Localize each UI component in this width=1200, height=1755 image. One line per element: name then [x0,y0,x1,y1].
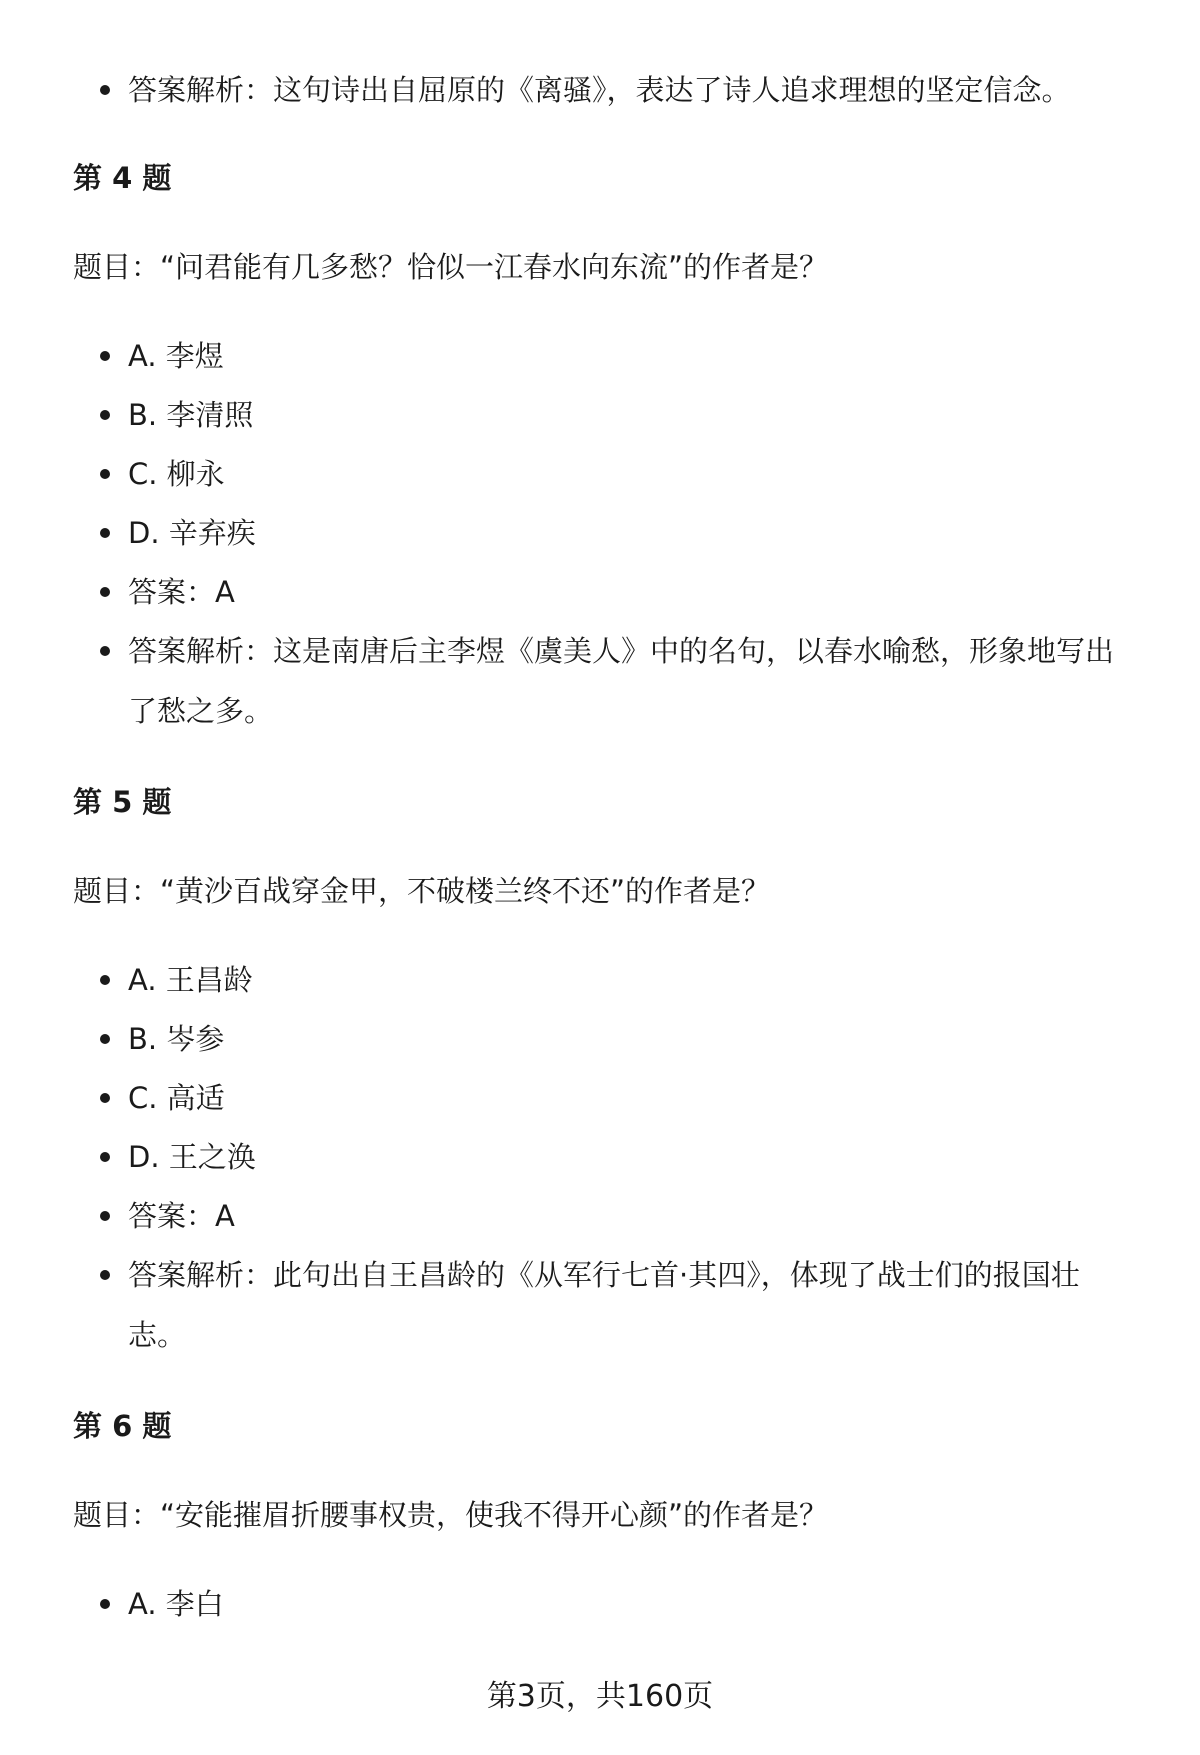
bullet-icon [100,351,110,361]
bullet-icon [100,1211,110,1221]
bullet-icon [100,528,110,538]
explanation-line: 志。 [128,1318,187,1352]
option-text: A. 王昌龄 [128,963,253,997]
page-footer: 第3页，共160页 [486,1679,714,1714]
list-item [128,562,1148,622]
list-item [128,1127,1148,1187]
list-item [128,60,1148,120]
option-text: D. 辛弃疾 [128,516,256,550]
list-item [128,1068,1148,1128]
explanation-line: 答案解析：这是南唐后主李煜《虞美人》中的名句，以春水喻愁，形象地写出 [128,634,1115,668]
list-item [128,444,1148,504]
option-text: A. 李煜 [128,339,224,373]
bullet-icon [100,587,110,597]
option-text: A. 李白 [128,1587,224,1621]
list-item [128,1245,1148,1365]
list-item [128,621,1148,741]
option-text: D. 王之涣 [128,1140,256,1174]
bullet-icon [100,469,110,479]
explanation-line: 答案解析：此句出自王昌龄的《从军行七首·其四》，体现了战士们的报国壮 [128,1258,1080,1292]
option-text: C. 柳永 [128,457,225,491]
list-item [128,1574,1148,1634]
question-text: 题目：“问君能有几多愁？恰似一江春水向东流”的作者是？ [73,250,829,284]
list-item [128,503,1148,563]
question-text: 题目：“黄沙百战穿金甲，不破楼兰终不还”的作者是？ [73,874,771,908]
question-heading: 第 5 题 [73,785,172,819]
option-text: B. 李清照 [128,398,254,432]
bullet-icon [100,975,110,985]
bullet-icon [100,1093,110,1103]
explanation-text: 答案解析：这句诗出自屈原的《离骚》，表达了诗人追求理想的坚定信念。 [128,73,1071,107]
option-text: B. 岑参 [128,1022,225,1056]
bullet-icon [100,410,110,420]
option-text: C. 高适 [128,1081,225,1115]
question-heading: 第 4 题 [73,161,172,195]
bullet-icon [100,646,110,656]
bullet-icon [100,1034,110,1044]
explanation-line: 了愁之多。 [128,694,274,728]
list-item [128,1186,1148,1246]
answer-text: 答案：A [128,575,235,609]
bullet-icon [100,85,110,95]
list-item [128,385,1148,445]
list-item [128,950,1148,1010]
bullet-icon [100,1599,110,1609]
list-item [128,326,1148,386]
question-text: 题目：“安能摧眉折腰事权贵，使我不得开心颜”的作者是？ [73,1498,829,1532]
bullet-icon [100,1152,110,1162]
list-item [128,1009,1148,1069]
bullet-icon [100,1270,110,1280]
answer-text: 答案：A [128,1199,235,1233]
question-heading: 第 6 题 [73,1409,172,1443]
